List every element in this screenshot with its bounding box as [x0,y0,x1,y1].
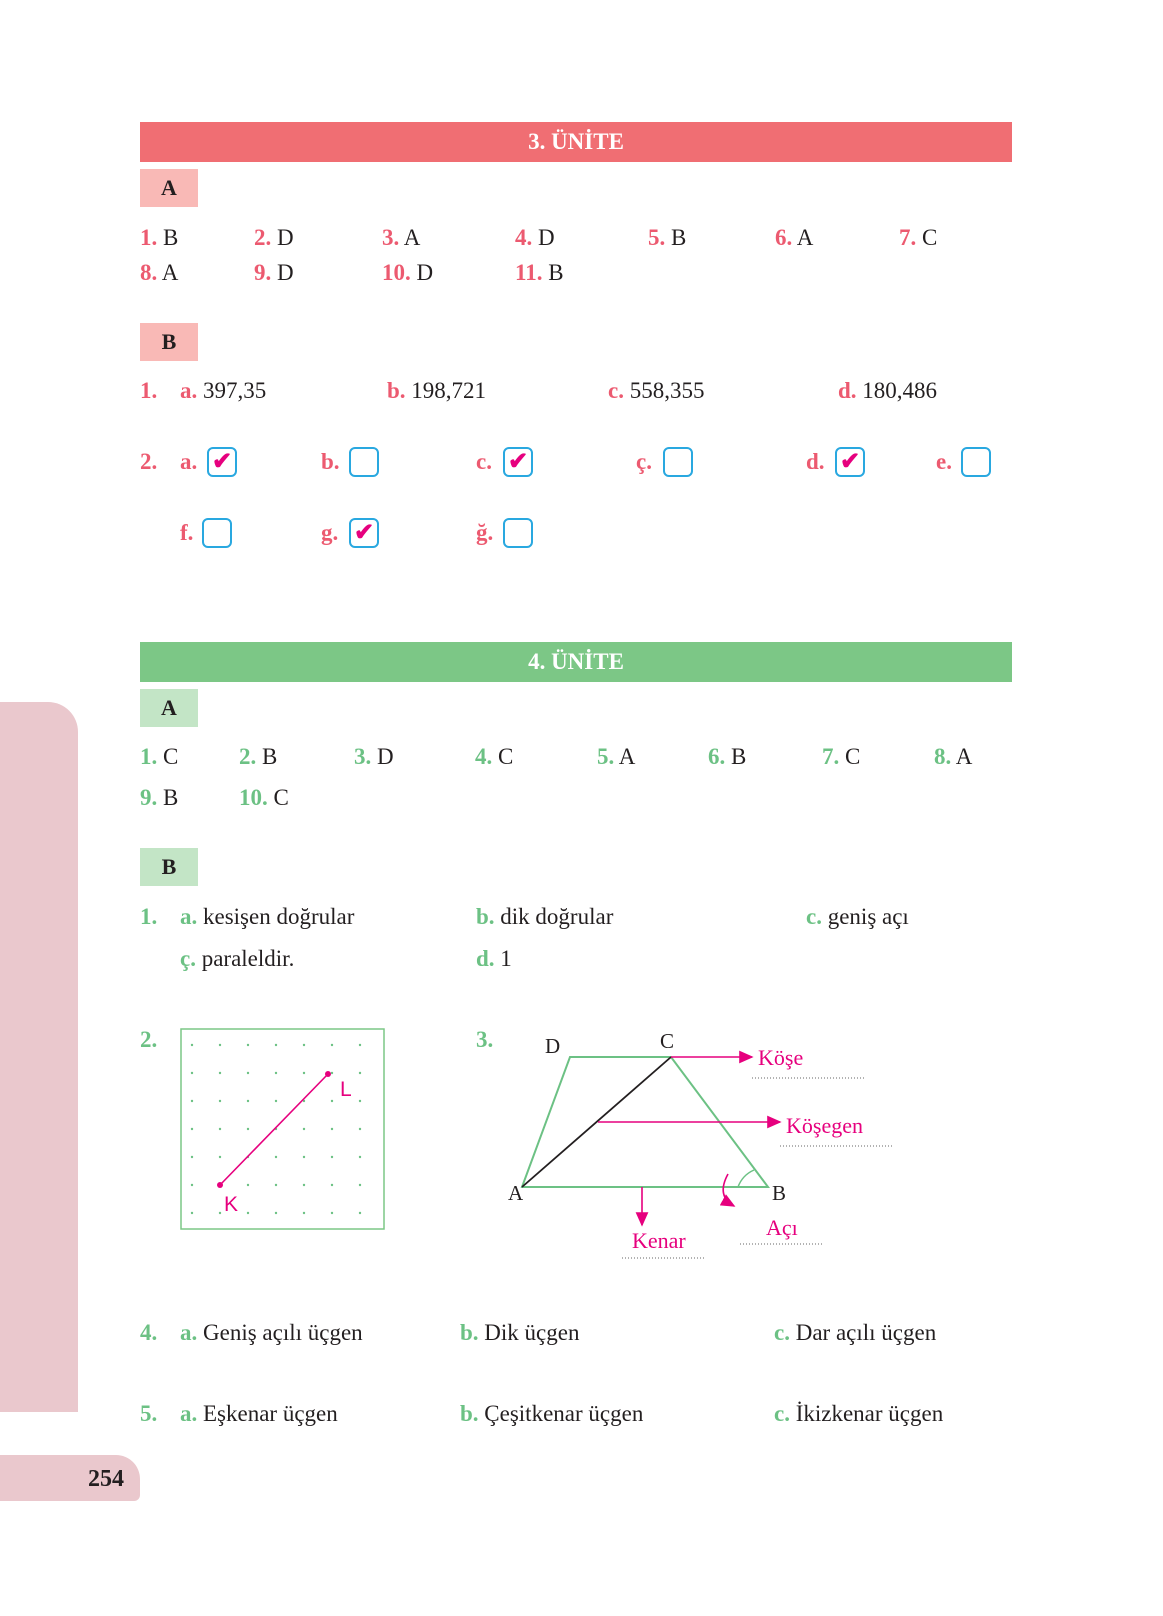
answer-item: 8. A [140,260,179,285]
label-corner: Köşe [758,1045,804,1070]
checkbox-letter: b. [321,449,340,474]
vertex-d: D [545,1034,561,1058]
unit-3-header: 3. ÜNİTE [140,122,1012,162]
answer-item: 5. B [648,225,687,250]
answer-item: b. 198,721 [387,378,487,403]
checkbox-letter: f. [180,520,194,545]
checkbox-b[interactable] [349,447,379,477]
answer-item: ç. paraleldir. [180,946,295,971]
checkbox-letter: g. [321,520,339,545]
angle-arc [738,1170,754,1187]
checkbox-letter: c. [476,449,492,474]
answer-item: 3. A [382,225,421,250]
check-mark-icon: ✔ [508,449,529,475]
label-side: Kenar [632,1228,686,1253]
unit-4-section-b-label: B [140,848,198,886]
answer-item: 10. C [239,785,289,810]
answer-item: 1. B [140,225,179,250]
checkbox-e[interactable] [961,447,991,477]
answer-item: a. 397,35 [180,378,267,403]
question-number: 2. [140,1027,158,1052]
answer-item: 11. B [515,260,564,285]
answer-item: a. kesişen doğrular [180,904,355,929]
question-number: 5. [140,1401,158,1426]
question-number: 2. [140,449,158,474]
grid-frame [181,1029,384,1229]
side-decor-panel [0,702,78,1412]
answer-item: a. Eşkenar üçgen [180,1401,338,1426]
vertex-a: A [508,1181,524,1205]
answer-item: 4. D [515,225,555,250]
point-l [325,1071,331,1077]
checkbox-letter: e. [936,449,952,474]
check-mark-icon: ✔ [840,449,861,475]
point-k [217,1182,223,1188]
answer-item: c. geniş açı [806,904,909,929]
answer-item: c. 558,355 [608,378,705,403]
checkbox-letter: d. [806,449,825,474]
answer-item: d. 180,486 [838,378,938,403]
checkbox-letter: ğ. [476,520,494,545]
checkbox-gg[interactable] [503,518,533,548]
page-number: 254 [88,1466,124,1492]
unit-4-header: 4. ÜNİTE [140,642,1012,682]
dot-grid-figure [180,1028,386,1232]
answer-item: a. Geniş açılı üçgen [180,1320,363,1345]
answer-item: d. 1 [476,946,512,971]
checkbox-cc[interactable] [663,447,693,477]
answer-item: 4. C [475,744,514,769]
check-mark-icon: ✔ [354,520,375,546]
label-diagonal: Köşegen [786,1113,863,1138]
grid-dots [191,1044,361,1214]
checkbox-letter: a. [180,449,198,474]
segment-kl [220,1074,328,1185]
answer-item: c. İkizkenar üçgen [774,1401,944,1426]
vertex-c: C [660,1029,675,1053]
unit-3-section-a-label: A [140,169,198,207]
answer-item: b. dik doğrular [476,904,614,929]
answer-item: 3. D [354,744,394,769]
answer-item: 6. A [775,225,814,250]
answer-item: 10. D [382,260,434,285]
answer-item: 9. D [254,260,294,285]
question-number: 4. [140,1320,158,1345]
vertex-b: B [772,1181,787,1205]
checkbox-letter: ç. [636,449,652,474]
answer-item: 2. B [239,744,278,769]
trapezoid-figure [490,1010,910,1270]
check-mark-icon: ✔ [212,449,233,475]
unit-3-section-b-label: B [140,323,198,361]
checkbox-c[interactable] [503,447,533,477]
arrow-angle [723,1174,734,1206]
label-l: L [340,1078,352,1101]
answer-item: b. Çeşitkenar üçgen [460,1401,644,1426]
answer-item: 5. A [597,744,636,769]
unit-4-section-a-label: A [140,689,198,727]
answer-item: 9. B [140,785,179,810]
answer-item: 8. A [934,744,973,769]
checkbox-a[interactable] [207,447,237,477]
answer-item: 2. D [254,225,294,250]
answer-item: b. Dik üçgen [460,1320,580,1345]
question-number: 1. [140,904,158,929]
label-angle: Açı [766,1215,798,1240]
label-k: K [224,1193,239,1216]
answer-item: 7. C [822,744,861,769]
answer-item: 1. C [140,744,179,769]
question-number: 1. [140,378,158,403]
answer-item: 6. B [708,744,747,769]
checkbox-d[interactable] [835,447,865,477]
answer-item: c. Dar açılı üçgen [774,1320,937,1345]
checkbox-f[interactable] [202,518,232,548]
answer-item: 7. C [899,225,938,250]
checkbox-g[interactable] [349,518,379,548]
question-number: 3. [476,1027,494,1052]
